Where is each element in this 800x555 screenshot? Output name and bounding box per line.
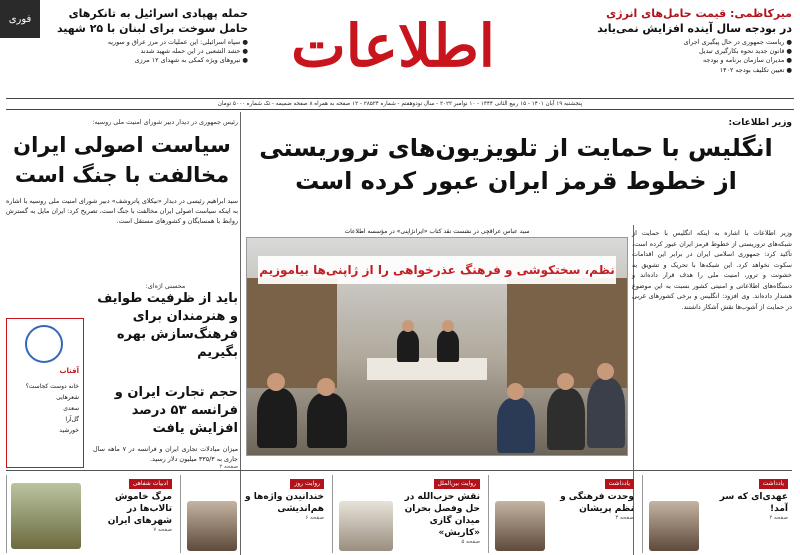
side-box-item[interactable]: شعرهایی (56, 394, 79, 401)
teaser-box[interactable] (332, 475, 484, 553)
bullet: ● مدیران سازمان برنامه و بودجه (702, 56, 792, 65)
person (547, 388, 585, 450)
teaser-photo (339, 501, 393, 551)
left-bullets (8, 38, 248, 66)
person-head (317, 378, 335, 396)
side-box[interactable] (6, 318, 84, 468)
trade-headline[interactable]: حجم تجارت ایران و فرانسه ۵۳ درصد افزایش یافت (114, 385, 238, 436)
person-head (557, 373, 574, 390)
side-box-item[interactable]: خانه دوست کجاست؟ (25, 383, 79, 390)
left-headline-line1: حمله پهپادی اسرائیل به تانکرهای (68, 7, 248, 20)
panel-table (367, 358, 487, 380)
teaser-tag: ادبیات شفاهی (129, 479, 172, 489)
left-body: سید ابراهیم رئیسی در دیدار «نیکلای پاتروشف» دبیر شورای امنیت ملی روسیه با اشاره به اینکه سیاست اصولی ایران مخالفت با جنگ است، تصریح کرد: ایران مایل به گسترش روابط با همسایگان و کشورهای مستقل است. (6, 197, 238, 225)
person (497, 398, 535, 453)
teaser-title: خندانیدن واژه‌ها و هم‌اندیشی (244, 492, 324, 514)
side-box-item[interactable]: خورشید (59, 427, 79, 434)
person (397, 330, 419, 362)
right-bullets (567, 38, 792, 75)
aftab-badge-icon (25, 325, 63, 363)
corner-label: فوری (8, 13, 32, 25)
main-headline-line1: انگلیس با حمایت از تلویزیون‌های تروریستی (259, 134, 773, 162)
left-top-headline[interactable] (8, 6, 248, 66)
bullet: ● حشد الشعبی در این حمله شهید شدند (140, 47, 248, 56)
bookshelf (247, 278, 337, 388)
main-headline[interactable] (240, 132, 792, 198)
left-headline-line2: حامل سوخت برای لبنان با ۲۵ شهید (56, 22, 248, 35)
photo-title[interactable]: نظم، سختکوشی و فرهنگ عذرخواهی را از ژاپنی‌ها بیاموزیم (258, 256, 616, 284)
teaser-tag: یادداشت (605, 479, 634, 489)
trade-body: میزان مبادلات تجاری ایران و فرانسه در ۷ ماهه سال جاری به ۳۳۵/۳ میلیون دلار رسید. (93, 445, 238, 463)
right-top-headline[interactable] (567, 6, 792, 75)
bullet: ● نیروهای ویژه کمکی به شهدای ۱۲ مرزی (134, 56, 248, 65)
main-article-body: وزیر اطلاعات با اشاره به اینکه انگلیس با حمایت از شبکه‌های تروریستی از خطوط قرمز ایران عبور کرده است، تأکید کرد: جمهوری اسلامی ایران در برابر این اقدامات سکوت نخواهد کرد. این شبکه‌ها با تحریک و تشویق به خشونت و ترور، امنیت ملی را هدف قرار داده‌اند و دستگاه‌های اطلاعاتی و امنیتی کشور نسبت به این موضوع هشدار داده‌اند. وی افزود: انگلیس و برخی کشورهای غربی در حمایت از آشوب‌ها نقش آشکار داشتند. (632, 229, 792, 311)
teaser-box[interactable] (488, 475, 638, 553)
teaser-tag: روایت روز (290, 479, 324, 489)
bottom-teasers (6, 470, 792, 555)
person-head (402, 320, 414, 332)
teaser-title: عهدی‌ای که سر آمد! (719, 492, 788, 514)
masthead (0, 0, 800, 105)
person-head (507, 383, 524, 400)
photo-caption: سید عباس عراقچی در نشست نقد کتاب «ایرانژاپنی» در مؤسسه اطلاعات (344, 228, 530, 235)
corner-logo (0, 0, 40, 38)
teaser-photo (649, 501, 699, 551)
sub-kicker: محسنی اژه‌ای: (145, 282, 186, 290)
side-box-list (26, 381, 79, 436)
teaser-box[interactable] (6, 475, 176, 553)
person (307, 393, 347, 448)
teaser-photo (495, 501, 545, 551)
left-kicker: رئیس جمهوری در دیدار دبیر شورای امنیت ملی روسیه: (92, 118, 238, 126)
sub-article (93, 282, 238, 470)
teaser-photo (187, 501, 237, 551)
person (437, 330, 459, 362)
logo-text: اطلاعات (291, 12, 495, 80)
bullet: ● ریاست جمهوری در حال پیگیری اجرای (683, 38, 792, 46)
sub-headline[interactable]: باید از ظرفیت طوایف و هنرمندان برای فرهنگ‌سازش بهره بگیریم (97, 291, 238, 360)
teaser-page: صفحه ۶ (305, 515, 324, 521)
left-headline[interactable]: سیاست اصولی ایران مخالفت با جنگ است (13, 133, 231, 187)
person-head (267, 373, 285, 391)
teaser-page: صفحه ۳ (615, 515, 634, 521)
side-box-item[interactable]: گل‌آرا (65, 416, 79, 423)
person (587, 378, 625, 448)
person-head (597, 363, 614, 380)
teaser-page: صفحه ۲ (769, 515, 788, 521)
side-box-title: آفتاب (59, 367, 79, 375)
teaser-photo (11, 483, 81, 549)
dateline: پنجشنبه ۱۹ آبان ۱۴۰۱ - ۱۵ ربیع الثانی ۱۴۴۴ - ۱۰ نوامبر ۲۰۲۲ - سال نودوهفتم - شماره ۲۸۵۲۴ - ۱۲ صفحه به همراه ۸ صفحه ضمیمه - تک شماره ۵۰۰۰ تومان (6, 98, 794, 110)
side-box-item[interactable]: سعدی (63, 405, 79, 412)
teaser-tag: روایت بین‌الملل (434, 479, 480, 489)
teaser-title: نقش حزب‌الله در حل وفصل بحران میدان گازی «کاریش» (404, 492, 480, 538)
teaser-tag: یادداشت (759, 479, 788, 489)
person-head (442, 320, 454, 332)
bullet: ● قانون جدید نحوه بکارگیری تبدیل (698, 47, 792, 56)
main-headline-line2: از خطوط قرمز ایران عبور کرده است (295, 167, 737, 195)
main-kicker: وزیر اطلاعات: (728, 118, 792, 128)
right-headline-line1: میرکاظمی: قیمت حامل‌های انرژی (606, 7, 792, 20)
teaser-box[interactable] (642, 475, 792, 553)
teaser-title: وحدت فرهنگی و نظم پریشان (560, 492, 634, 514)
teaser-title: مرگ خاموش تالاب‌ها در شهرهای ایران (107, 492, 172, 526)
teaser-page: صفحه ۷ (153, 527, 172, 533)
right-headline-line2: در بودجه سال آینده افزایش نمی‌یابد (597, 22, 792, 35)
newspaper-logo[interactable] (258, 2, 528, 90)
page-ref: صفحه ۲ (219, 464, 238, 470)
bullet: ● تعیین تکلیف بودجه ۱۴۰۲ (719, 65, 792, 74)
person (257, 388, 297, 448)
teaser-page: صفحه ۵ (461, 539, 480, 545)
bullet: ● سپاه اسرائیلی: این عملیات در مرز عراق و سوریه (107, 38, 248, 46)
teaser-box[interactable] (180, 475, 328, 553)
